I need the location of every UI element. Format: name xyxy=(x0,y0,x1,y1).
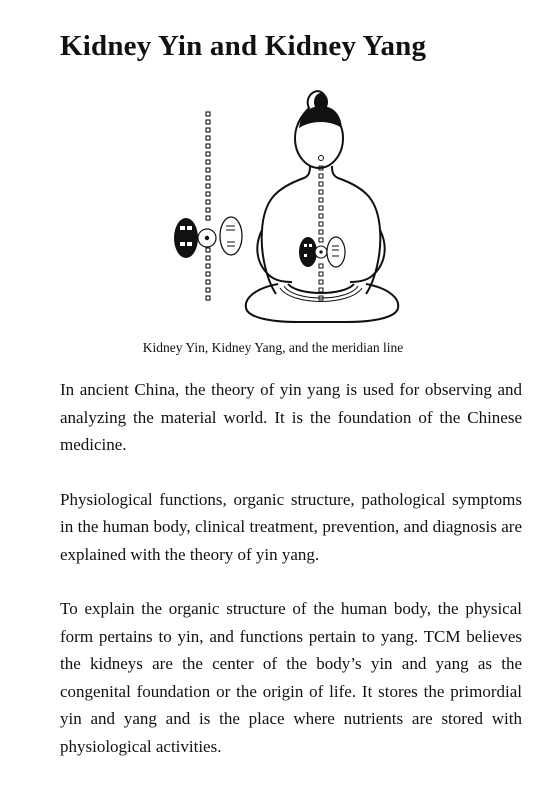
meridian-line-spine xyxy=(319,156,324,301)
paragraph-2: Physiological functions, organic structure, pathological symptoms in the human body, clinical treatment, prevention, and diagnosis are explained with the theory of yin yang. xyxy=(60,489,522,564)
meridian-illustration xyxy=(160,88,420,330)
body-text xyxy=(60,376,522,787)
paragraph-3: To explain the organic structure of the human body, the physical form pertains to yin, and functions pertain to yang. TCM believes the kidneys are the center of the body’s yin and yang as the congenital foundation or the origin of life. It stores the primordial yin and yang and is the place where nutrients are stored with physiological activities. xyxy=(60,599,522,756)
meridian-line-left xyxy=(206,112,210,300)
page-title: Kidney Yin and Kidney Yang xyxy=(60,30,427,62)
figure-caption: Kidney Yin, Kidney Yang, and the meridian line xyxy=(142,340,404,355)
paragraph-1: In ancient China, the theory of yin yang is used for observing and analyzing the material world. It is the foundation of the Chinese medicine. xyxy=(60,380,522,454)
seated-figure xyxy=(246,91,398,322)
